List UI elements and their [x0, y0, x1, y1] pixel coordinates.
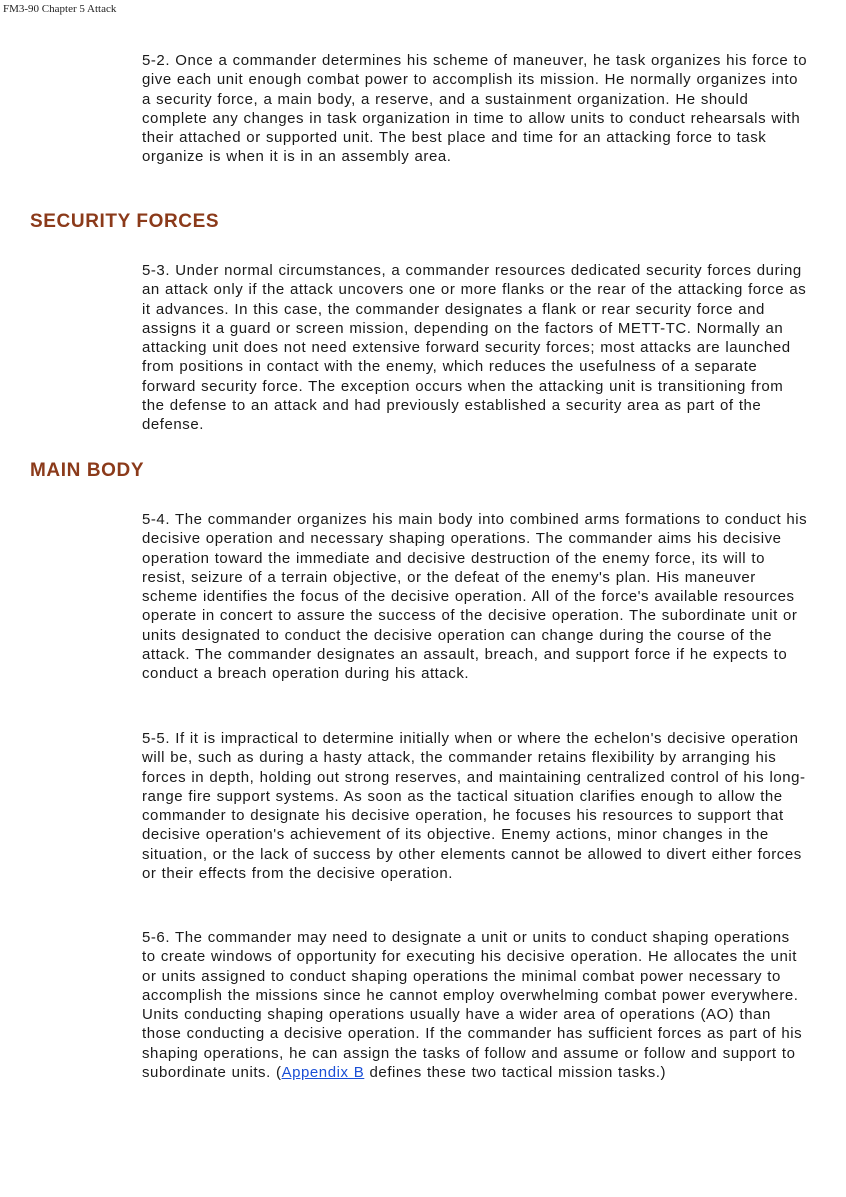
paragraph-5-6-text-end: defines these two tactical mission tasks.): [364, 1064, 667, 1082]
page-header-title: FM3-90 Chapter 5 Attack: [3, 3, 117, 15]
paragraph-5-4: 5-4. The commander organizes his main body into combined arms formations to conduct his decisive operation and necessary shaping operations. The commander aims his decisive operation toward the immediate and decisive destruction of the enemy force, its will to resist, seizure of a terrain objective, or the defeat of the enemy's plan. His maneuver scheme identifies the focus of the decisive operation. All of the force's available resources operate in concert to assure the success of the decisive operation. The subordinate unit or units designated to conduct the decisive operation can change during the course of the attack. The commander designates an assault, breach, and support force if he expects to conduct a breach operation during his attack.: [142, 511, 808, 683]
paragraph-5-2: 5-2. Once a commander determines his scheme of maneuver, he task organizes his force to give each unit enough combat power to accomplish its mission. He normally organizes into a security force, a main body, a reserve, and a sustainment organization. He should complete any changes in task organization in time to allow units to conduct rehearsals with their attached or supported unit. The best place and time for an attacking force to task organize is when it is in an assembly area.: [142, 52, 808, 166]
appendix-b-link[interactable]: Appendix B: [281, 1064, 365, 1082]
paragraph-5-5: 5-5. If it is impractical to determine initially when or where the echelon's decisive operation will be, such as during a hasty attack, the commander retains flexibility by arranging his forces in depth, holding out strong reserves, and maintaining centralized control of his long-range fire support systems. As soon as the tactical situation clarifies enough to allow the commander to designate his decisive operation, he focuses his resources to support that decisive operation's achievement of its objective. Enemy actions, minor changes in the situation, or the lack of success by other elements cannot be allowed to divert either forces or their effects from the decisive operation.: [142, 730, 806, 883]
heading-main-body: MAIN BODY: [30, 460, 145, 481]
paragraph-5-6-text: 5-6. The commander may need to designate a unit or units to conduct shaping operations to create windows of opportunity for executing his decisive operation. He allocates the unit or units assigned to conduct shaping operations the minimal combat power necessary to accomplish the missions since he cannot employ overwhelming combat power everywhere. Units conducting shaping operations usually have a wider area of operations (AO) than those conducting a decisive operation. If the commander has sufficient forces as part of his shaping operations, he can assign the tasks of follow and assume or follow and support to subordinate units. (: [142, 929, 803, 1082]
heading-security-forces: SECURITY FORCES: [30, 211, 220, 232]
paragraph-5-6: [142, 928, 808, 1082]
paragraph-5-3: 5-3. Under normal circumstances, a commander resources dedicated security forces during an attack only if the attack uncovers one or more flanks or the rear of the attacking force as it advances. In this case, the commander designates a flank or rear security force and assigns it a guard or screen mission, depending on the factors of METT-TC. Normally an attacking unit does not need extensive forward security forces; most attacks are launched from positions in contact with the enemy, which reduces the usefulness of a separate forward security force. The exception occurs when the attacking unit is transitioning from the defense to an attack and had previously established a security area as part of the defense.: [142, 262, 807, 434]
